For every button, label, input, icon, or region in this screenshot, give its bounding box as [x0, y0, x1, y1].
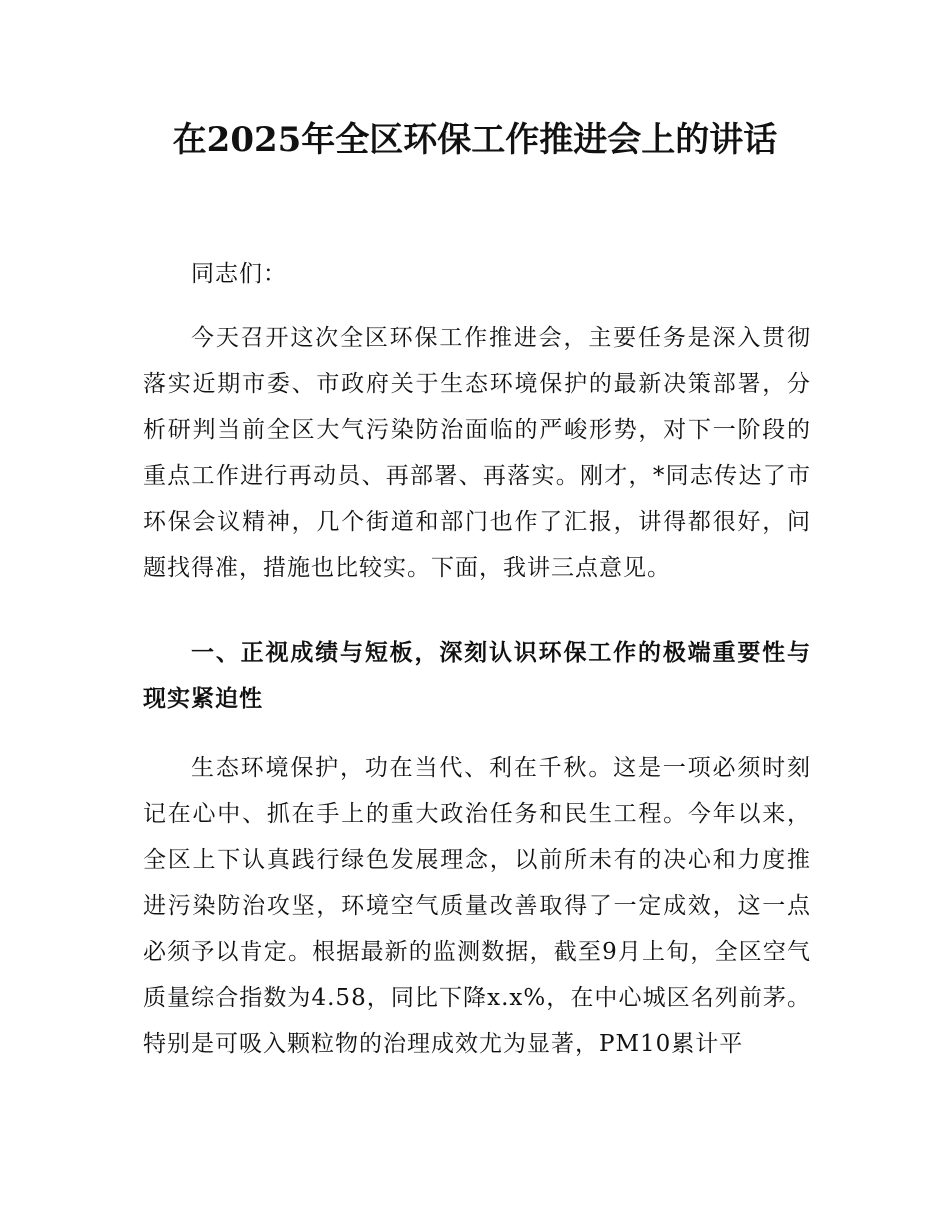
paragraph-intro: 今天召开这次全区环保工作推进会，主要任务是深入贯彻落实近期市委、市政府关于生态环境保护的最新决策部署，分析研判当前全区大气污染防治面临的严峻形势，对下一阶段的重点工作进行再动员、再部署、再落实。刚才，*同志传达了市环保会议精神，几个街道和部门也作了汇报，讲得都很好，问题找得准，措施也比较实。下面，我讲三点意见。	[143, 325, 811, 581]
document-title: 在2025年全区环保工作推进会上的讲话	[172, 120, 778, 160]
greeting: 同志们：	[191, 261, 287, 287]
paragraph-section-1: 生态环境保护，功在当代、利在千秋。这是一项必须时刻记在心中、抓在手上的重大政治任务和民生工程。今年以来，全区上下认真践行绿色发展理念，以前所未有的决心和力度推进污染防治攻坚，环境空气质量改善取得了一定成效，这一点必须予以肯定。根据最新的监测数据，截至9月上旬，全区空气质量综合指数为4.58，同比下降x.x%，在中心城区名列前茅。特别是可吸入颗粒物的治理成效尤为显著，PM10累计平	[143, 755, 811, 1057]
section-heading-1: 一、正视成绩与短板，深刻认识环保工作的极端重要性与现实紧迫性	[143, 640, 811, 712]
